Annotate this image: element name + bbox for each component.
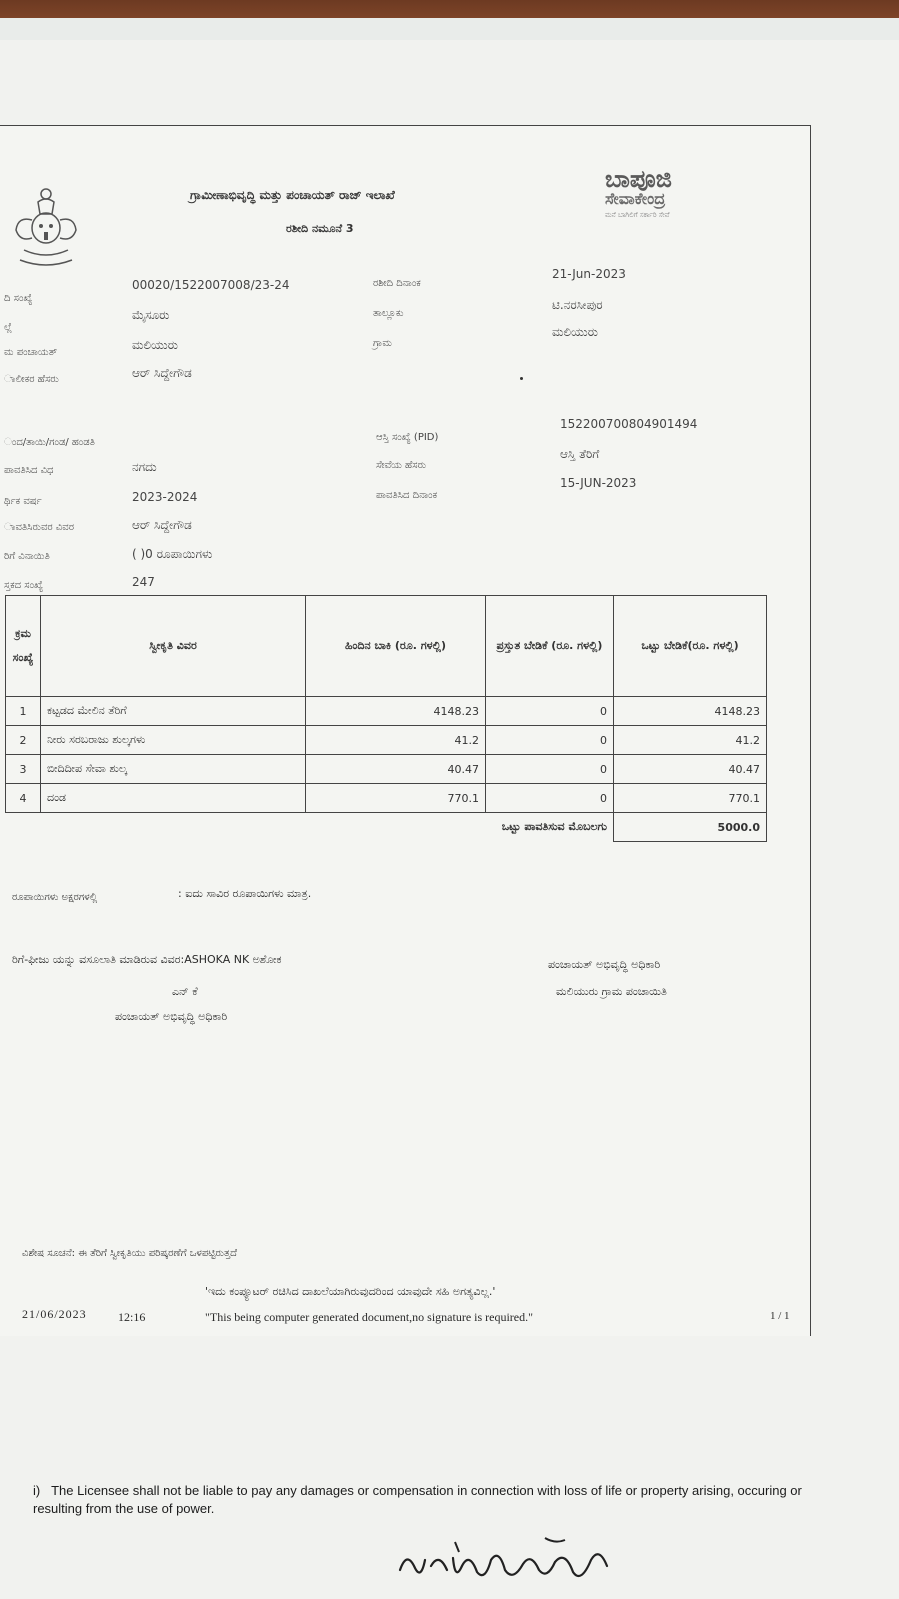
- table-row: [6, 755, 767, 784]
- field-label-gram-panchayat: ಮ ಪಂಚಾಯತ್: [4, 347, 58, 358]
- page-number: 1 / 1: [770, 1310, 790, 1322]
- field-value-payment-mode: ನಗದು: [132, 460, 157, 474]
- table-row: [6, 726, 767, 755]
- field-value-gram-panchayat: ಮಲಿಯುರು: [132, 338, 178, 352]
- field-value-book-number: 247: [132, 575, 155, 589]
- row-previous: 770.1: [306, 784, 486, 813]
- field-value-taluk: ಟಿ.ನರಸೀಪುರ: [552, 298, 603, 312]
- row-serial: 4: [6, 784, 41, 813]
- field-label-service-name: ಸೇವೆಯ ಹೆಸರು: [376, 460, 427, 471]
- field-label-owner-name: ಾಲೀಕರ ಹೆಸರು: [4, 374, 59, 385]
- table-row: [6, 784, 767, 813]
- liability-clause: [33, 1482, 833, 1518]
- row-total: 4148.23: [614, 697, 767, 726]
- field-label-payer-details: ಾವತಿಸಿರುವರ ವಿವರ: [4, 522, 74, 533]
- field-value-district: ಮೈಸೂರು: [132, 308, 170, 322]
- row-total: 770.1: [614, 784, 767, 813]
- field-label-taluk: ತಾಲ್ಲೂಕು: [373, 308, 404, 319]
- row-serial: 2: [6, 726, 41, 755]
- field-label-village: ಗ್ರಾಮ: [373, 338, 392, 349]
- brand-subtitle: ಸೇವಾಕೇಂದ್ರ: [605, 189, 666, 208]
- field-label-property-id: ಆಸ್ತಿ ಸಂಖ್ಯೆ (PID): [376, 432, 439, 443]
- field-value-payer-details: ಆರ್ ಸಿದ್ದೇಗೌಡ: [132, 518, 192, 532]
- amount-in-words-value: : ಐದು ಸಾವಿರ ರೂಪಾಯಿಗಳು ಮಾತ್ರ.: [178, 887, 312, 900]
- field-value-service-name: ಆಸ್ತಿ ತೆರಿಗೆ: [560, 447, 600, 461]
- field-value-paid-date: 15-JUN-2023: [560, 476, 637, 490]
- handwritten-signature: [395, 1530, 615, 1590]
- department-title: ಗ್ರಾಮೀಣಾಭಿವೃದ್ಧಿ ಮತ್ತು ಪಂಚಾಯತ್ ರಾಜ್ ಇಲಾಖೆ: [190, 188, 395, 202]
- officer-title: ಪಂಚಾಯತ್ ಅಭಿವೃದ್ಧಿ ಅಧಿಕಾರಿ: [548, 958, 661, 971]
- header-current: ಪ್ರಸ್ತುತ ಬೇಡಿಕೆ (ರೂ. ಗಳಲ್ಲಿ): [486, 596, 614, 697]
- row-total: 41.2: [614, 726, 767, 755]
- total-label: ಒಟ್ಟು ಪಾವತಿಸುವ ಮೊಬಲಗು: [6, 813, 614, 842]
- field-value-receipt-date: 21-Jun-2023: [552, 267, 626, 281]
- english-disclaimer: "This being computer generated document,no signature is required.": [205, 1310, 534, 1324]
- field-label-relation: ಂದ/ತಾಯಿ/ಗಂಡ/ ಹಂಡತಿ: [4, 437, 95, 448]
- row-previous: 4148.23: [306, 697, 486, 726]
- brand-name: ಬಾಪೂಜಿ: [605, 165, 672, 193]
- row-current: 0: [486, 697, 614, 726]
- field-label-payment-mode: ಪಾವತಿಸಿದ ವಿಧ: [4, 465, 54, 476]
- kannada-disclaimer: 'ಇದು ಕಂಪ್ಯೂಟರ್ ರಚಿಸಿದ ದಾಖಲೆಯಾಗಿರುವುದರಿಂದ ಯಾವುದೇ ಸಹಿ ಅಗತ್ಯವಿಲ್ಲ.': [205, 1285, 496, 1298]
- field-value-financial-year: 2023-2024: [132, 490, 198, 504]
- state-emblem-icon: [8, 180, 84, 272]
- header-serial: ಕ್ರಮ ಸಂಖ್ಯೆ: [6, 596, 41, 697]
- brand-tagline: ಮನೆ ಬಾಗಿಲಿಗೆ ಸರ್ಕಾರಿ ಸೇವೆ: [605, 211, 670, 219]
- field-label-financial-year: ರ್ಥಿಕ ವರ್ಷ: [4, 496, 42, 507]
- table-header-row: [6, 596, 767, 697]
- row-description: ದಂಡ: [41, 784, 306, 813]
- field-label-book-number: ಸ್ತಕದ ಸಂಖ್ಯೆ: [4, 580, 44, 591]
- table-total-row: [6, 813, 767, 842]
- clause-text: The Licensee shall not be liable to pay any damages or compensation in connection with loss of life or property arising, occuring or resulting from the use of power.: [33, 1483, 802, 1516]
- field-value-owner-name: ಆರ್ ಸಿದ್ದೇಗೌಡ: [132, 366, 192, 380]
- row-previous: 41.2: [306, 726, 486, 755]
- field-label-paid-date: ಪಾವತಿಸಿದ ದಿನಾಂಕ: [376, 490, 438, 501]
- header-total: ಒಟ್ಟು ಬೇಡಿಕೆ(ರೂ. ಗಳಲ್ಲಿ): [614, 596, 767, 697]
- print-date: 21/06/2023: [22, 1307, 87, 1321]
- row-description: ಕಟ್ಟಡದ ಮೇಲಿನ ತೆರಿಗೆ: [41, 697, 306, 726]
- row-current: 0: [486, 726, 614, 755]
- field-label-receipt-no: ದಿ ಸಂಖ್ಯೆ: [4, 293, 33, 304]
- table-row: [6, 697, 767, 726]
- clause-marker: i): [33, 1483, 41, 1498]
- ink-dot: [520, 377, 523, 380]
- row-serial: 1: [6, 697, 41, 726]
- collector-designation: ಪಂಚಾಯತ್ ಅಭಿವೃದ್ಧಿ ಅಧಿಕಾರಿ: [115, 1010, 228, 1023]
- collector-name-cont: ಎನ್ ಕೆ: [172, 985, 198, 998]
- row-current: 0: [486, 755, 614, 784]
- fee-table: [5, 595, 767, 842]
- total-value: 5000.0: [614, 813, 767, 842]
- field-label-tax-exemption: ರಿಗೆ ವಿನಾಯಿತಿ: [4, 551, 50, 562]
- row-serial: 3: [6, 755, 41, 784]
- row-description: ನೀರು ಸರಬರಾಜು ಶುಲ್ಕಗಳು: [41, 726, 306, 755]
- row-current: 0: [486, 784, 614, 813]
- field-value-receipt-no: 00020/1522007008/23-24: [132, 278, 290, 292]
- field-label-district: ಲ್ಲೆ: [4, 322, 13, 333]
- print-time: 12:16: [118, 1310, 146, 1324]
- collector-details: ರಿಗೆ-ಫೀಜು ಯನ್ನು ವಸೂಲಾತಿ ಮಾಡಿರುವ ವಿವರ:ASHOKA NK ಅಶೋಕ: [12, 953, 282, 966]
- header-previous: ಹಿಂದಿನ ಬಾಕಿ (ರೂ. ಗಳಲ್ಲಿ): [306, 596, 486, 697]
- amount-in-words-label: ರೂಪಾಯಿಗಳು ಅಕ್ಷರಗಳಲ್ಲಿ: [12, 892, 98, 903]
- field-value-property-id: 152200700804901494: [560, 417, 698, 431]
- row-description: ಬೀದಿದೀಪ ಸೇವಾ ಶುಲ್ಕ: [41, 755, 306, 784]
- field-label-receipt-date: ರಶೀದಿ ದಿನಾಂಕ: [373, 278, 421, 289]
- field-value-tax-exemption: ( )0 ರೂಪಾಯಿಗಳು: [132, 547, 213, 561]
- row-previous: 40.47: [306, 755, 486, 784]
- special-note: ವಿಶೇಷ ಸೂಚನೆ: ಈ ತೆರಿಗೆ ಸ್ವೀಕೃತಿಯು ಪರಿಷ್ಕರಣೆಗೆ ಒಳಪಟ್ಟಿರುತ್ತದೆ: [22, 1248, 237, 1259]
- header-description: ಸ್ವೀಕೃತಿ ವಿವರ: [41, 596, 306, 697]
- field-value-village: ಮಲಿಯುರು: [552, 325, 598, 339]
- row-total: 40.47: [614, 755, 767, 784]
- form-title: ರಶೀದಿ ನಮೂನೆ 3: [286, 222, 354, 235]
- officer-office: ಮಲಿಯುರು ಗ್ರಾಮ ಪಂಚಾಯಿತಿ: [556, 985, 667, 998]
- bapuji-logo: [605, 165, 740, 235]
